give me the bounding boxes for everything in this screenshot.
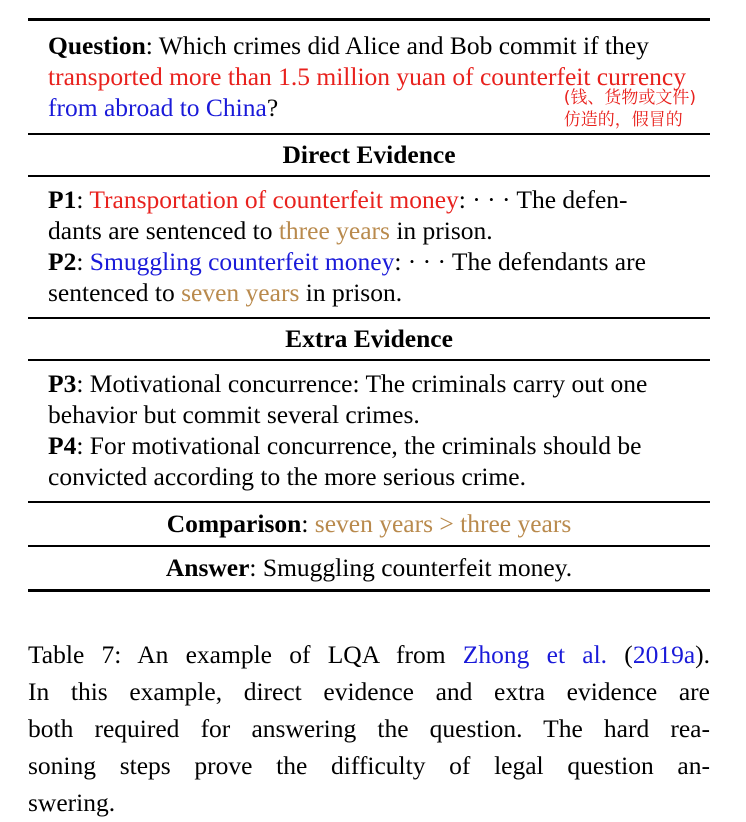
p2-label: P2 (48, 247, 77, 276)
p2-text-a: : · · · The defendants are (394, 247, 646, 276)
question-highlight-blue: from abroad to China (48, 93, 267, 122)
p2-line-2 (48, 277, 690, 308)
caption-prefix: Table 7: An example of LQA from (28, 640, 463, 669)
p2-title: Smuggling counterfeit money (89, 247, 395, 276)
caption-line-1 (28, 636, 710, 673)
handwritten-annotation (564, 87, 696, 131)
p2-text-b: sentenced to (48, 278, 182, 307)
p2-colon: : (76, 247, 90, 276)
p4-label: P4 (48, 431, 77, 460)
answer-text: : Smuggling counterfeit money. (249, 553, 573, 582)
question-text: : Which crimes did Alice and Bob commit if they (145, 31, 649, 60)
caption-paren-close: ). (695, 640, 711, 669)
direct-evidence-header: Direct Evidence (282, 140, 456, 169)
direct-evidence-cell (28, 177, 710, 317)
caption-line-4: soning steps prove the difficulty of legal question an- (28, 751, 710, 780)
p3-line-2: behavior but commit several crimes. (48, 400, 420, 429)
caption-line-2: In this example, direct evidence and extra evidence are (28, 677, 710, 706)
caption-paren-open: ( (607, 640, 633, 669)
lqa-example-table (28, 18, 710, 592)
citation-year-link[interactable]: 2019a (632, 640, 696, 669)
citation-author-link[interactable]: Zhong et al. (462, 640, 608, 669)
p1-line-1 (48, 184, 690, 215)
comparison-cell (28, 503, 710, 545)
p2-text-c: in prison. (299, 278, 403, 307)
table-caption (28, 636, 710, 821)
p2-line-1 (48, 246, 690, 277)
p3-label: P3 (48, 369, 77, 398)
p2-term: seven years (181, 278, 300, 307)
extra-evidence-header: Extra Evidence (285, 324, 453, 353)
table-bottom-rule (28, 589, 710, 592)
p1-term: three years (278, 216, 390, 245)
answer-label: Answer (165, 553, 250, 582)
p1-colon: : (76, 185, 90, 214)
p1-title: Transportation of counterfeit money (89, 185, 459, 214)
answer-cell (28, 547, 710, 589)
caption-line-5: swering. (28, 788, 116, 817)
question-cell (28, 21, 710, 133)
comparison-text: seven years > three years (314, 509, 572, 538)
p4-line-1 (48, 430, 690, 461)
p1-text-a: : · · · The defen- (458, 185, 628, 214)
p1-line-2 (48, 215, 690, 246)
annotation-line-2: 仿造的，假冒的 (563, 110, 683, 130)
question-label: Question (48, 31, 146, 60)
p1-text-b: dants are sentenced to (48, 216, 279, 245)
caption-line-3: both required for answering the question. The hard rea- (28, 714, 710, 743)
p3-line-1 (48, 368, 690, 399)
comparison-colon: : (301, 509, 315, 538)
p1-text-c: in prison. (389, 216, 493, 245)
p1-label: P1 (48, 185, 77, 214)
extra-evidence-cell (28, 361, 710, 501)
question-highlight-red: transported more than 1.5 million yuan of counterfeit currency (48, 62, 686, 91)
comparison-label: Comparison (166, 509, 302, 538)
question-end: ? (266, 93, 279, 122)
annotation-line-1: (钱、货物或文件) (563, 88, 696, 108)
p4-text-1: : For motivational concurrence, the criminals should be (76, 431, 642, 460)
p4-line-2: convicted according to the more serious crime. (48, 462, 526, 491)
p3-text-1: : Motivational concurrence: The criminals carry out one (76, 369, 648, 398)
